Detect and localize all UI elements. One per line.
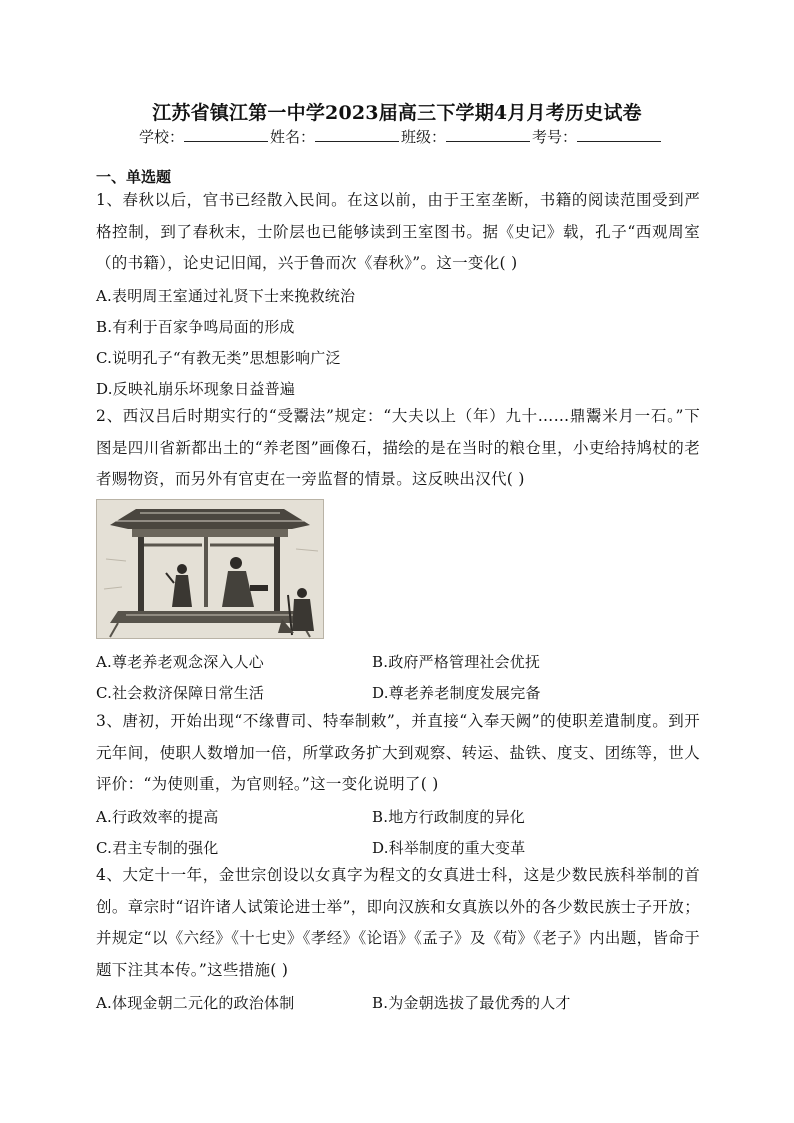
question-4-option-b: B.为金朝选拔了最优秀的人才	[372, 994, 571, 1012]
student-info-line	[96, 126, 706, 147]
question-1-option-d: D.反映礼崩乐坏现象日益普遍	[96, 380, 296, 398]
question-3-option-d: D.科举制度的重大变革	[372, 839, 526, 857]
question-2-option-d: D.尊老养老制度发展完备	[372, 684, 541, 702]
exam-no-blank	[577, 127, 661, 142]
school-label: 学校：	[138, 128, 184, 146]
name-label: 姓名：	[269, 128, 315, 146]
question-2-option-c: C.社会救济保障日常生活	[96, 684, 265, 702]
question-3-option-c: C.君主专制的强化	[96, 839, 219, 857]
question-2-option-b: B.政府严格管理社会优抚	[372, 653, 541, 671]
question-1-option-c: C.说明孔子“有教无类”思想影响广泛	[96, 349, 341, 367]
exam-no-label: 考号：	[532, 128, 578, 146]
question-4-text: 4、大定十一年，金世宗创设以女真字为程文的女真进士科，这是少数民族科举制的首创。章宗时“诏许诸人试策论进士举”，即向汉族和女真族以外的各少数民族士子开放；并规定“以《六经》《十七史》《孝经》《论语》《孟子》及《荀》《老子》内出题，皆命于题下注其本传。”这些措施( )	[96, 866, 700, 979]
section-heading: 一、单选题	[96, 168, 172, 186]
question-1-text: 1、春秋以后，官书已经散入民间。在这以前，由于王室垄断，书籍的阅读范围受到严格控制，到了春秋末，士阶层也已能够读到王室图书。据《史记》载，孔子“西观周室（的书籍），论史记旧闻，兴于鲁而次《春秋》”。这一变化( )	[96, 191, 700, 272]
school-blank	[184, 127, 268, 142]
yanglao-tu-stone-relief-image	[96, 499, 324, 639]
class-blank	[446, 127, 530, 142]
question-3-option-a: A.行政效率的提高	[96, 808, 219, 826]
name-blank	[315, 127, 399, 142]
class-label: 班级：	[401, 128, 447, 146]
question-2-option-a: A.尊老养老观念深入人心	[96, 653, 265, 671]
question-3-text: 3、唐初，开始出现“不缘曹司、特奉制敕”，并直接“入奉天阙”的使职差遣制度。到开元年间，使职人数增加一倍，所掌政务扩大到观察、转运、盐铁、度支、团练等，世人评价：“为使则重，为官则轻。”这一变化说明了( )	[96, 712, 700, 793]
question-1-option-b: B.有利于百家争鸣局面的形成	[96, 318, 295, 336]
exam-title: 江苏省镇江第一中学2023届高三下学期4月月考历史试卷	[152, 102, 642, 124]
question-2-text: 2、西汉吕后时期实行的“受鬻法”规定：“大夫以上（年）九十……鼎鬻米月一石。”下图是四川省新都出土的“养老图”画像石，描绘的是在当时的粮仓里，小吏给持鸠杖的老者赐物资，而另外有官吏在一旁监督的情景。这反映出汉代( )	[96, 407, 700, 488]
question-1-option-a: A.表明周王室通过礼贤下士来挽救统治	[96, 287, 356, 305]
question-4-option-a: A.体现金朝二元化的政治体制	[96, 994, 295, 1012]
stone-relief-drawing	[96, 499, 324, 639]
question-3-option-b: B.地方行政制度的异化	[372, 808, 525, 826]
